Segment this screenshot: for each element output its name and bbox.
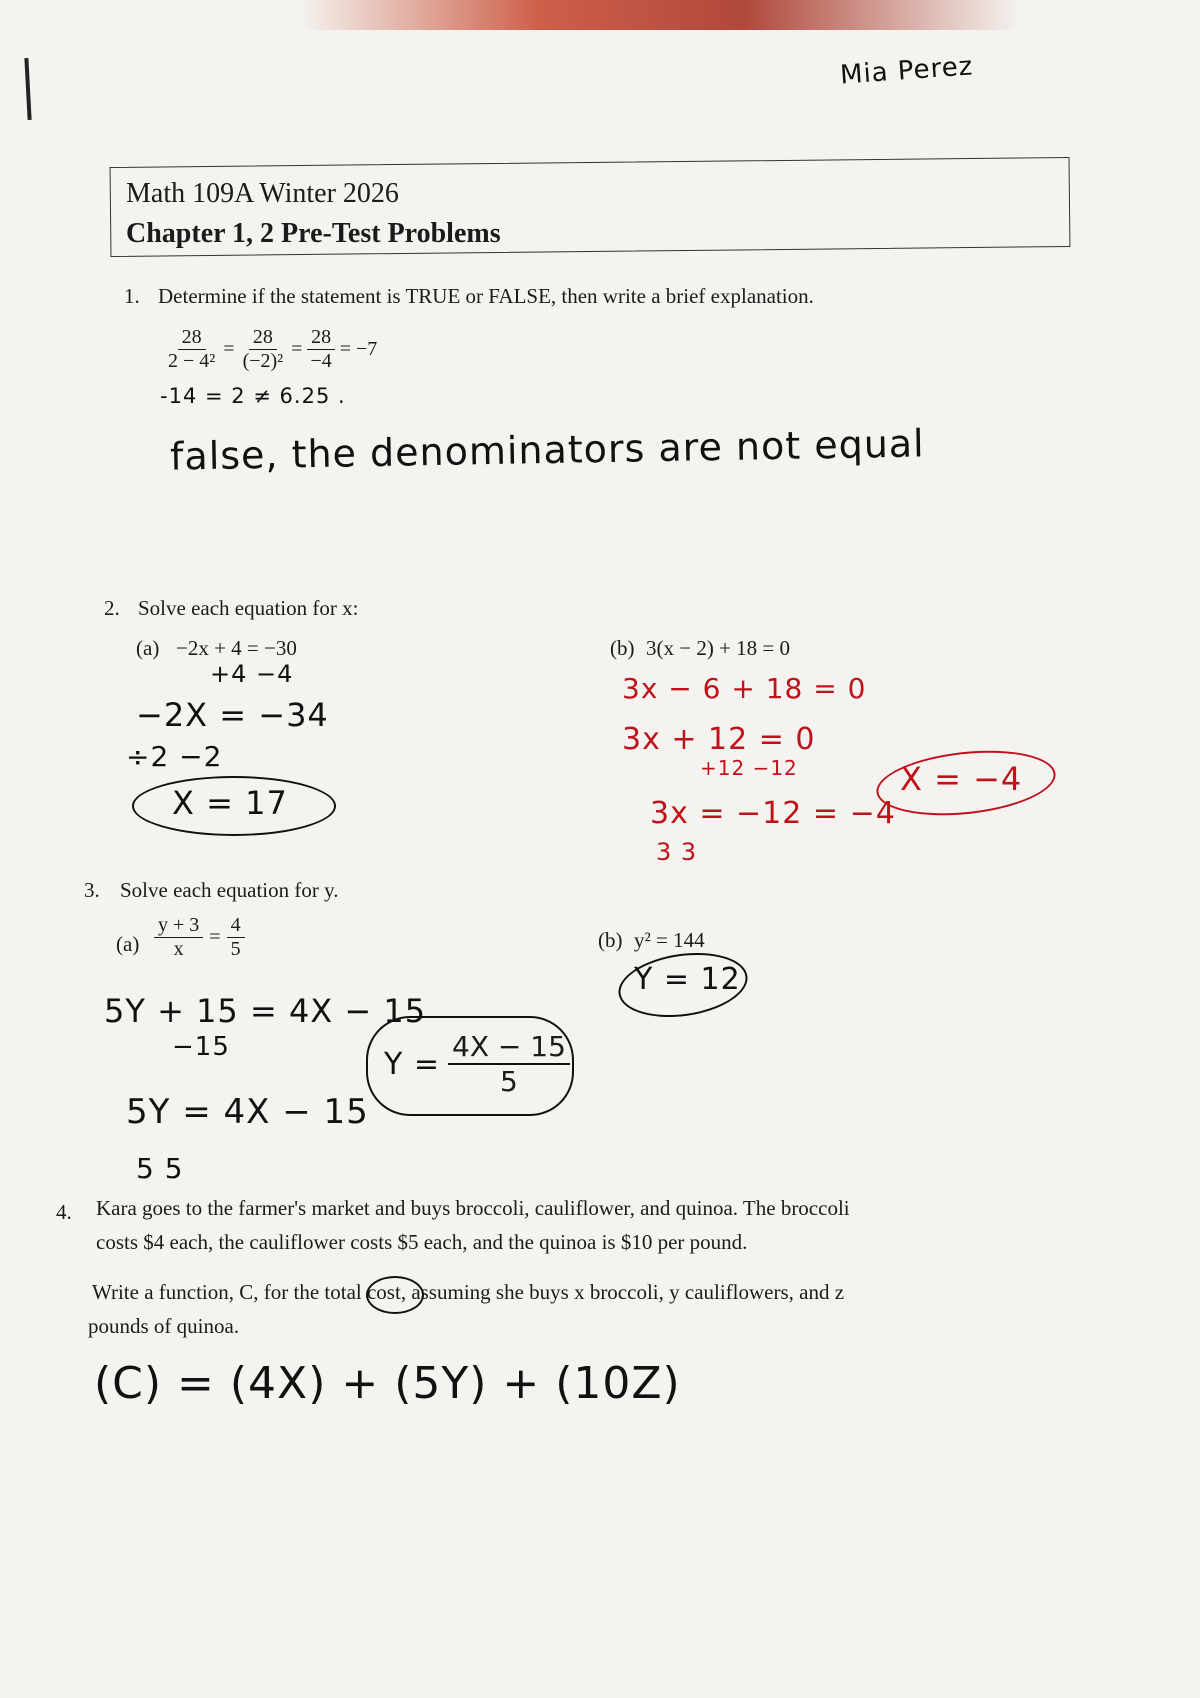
q2a-label: (a) — [136, 636, 160, 660]
q2b-work-3: +12 −12 — [700, 756, 798, 780]
q1-fraction-2: $\frac{28}{\text{(−2)²}}$ — [242, 326, 284, 372]
q4-total-circle — [366, 1276, 424, 1314]
q3a-work-2: −15 — [172, 1032, 230, 1062]
margin-mark — [24, 58, 31, 120]
q1-fraction-1: $\frac{28}{\text{2 − 4²}}$ — [168, 326, 216, 372]
q3-prompt: Solve each equation for y. — [120, 878, 339, 902]
q3b-label: (b) — [598, 928, 623, 952]
q1-answer: false, the denominators are not equal — [169, 421, 926, 479]
scan-top-edge — [0, 0, 1200, 30]
q3a-equation: $\frac{y + 3}{x}$ = $\frac{4}{5}$ — [154, 914, 245, 961]
q2b-work-4: 3x = −12 = −4 — [650, 796, 896, 831]
q4-line-1: Kara goes to the farmer's market and buys broccoli, cauliflower, and quinoa. The broccoli — [96, 1196, 850, 1220]
q2a-work-2: −2X = −34 — [136, 696, 329, 734]
q3a-work-1: 5Y + 15 = 4X − 15 — [104, 992, 427, 1030]
q2b-label: (b) — [610, 636, 635, 660]
q3b-equation: y² = 144 — [634, 928, 705, 952]
q2b-work-5: 3 3 — [656, 838, 698, 866]
q2b-work-2: 3x + 12 = 0 — [622, 722, 816, 757]
q2a-work-3: ÷2 −2 — [126, 740, 223, 773]
q2b-equation: 3(x − 2) + 18 = 0 — [646, 636, 791, 660]
student-name: Mia Perez — [839, 51, 975, 91]
q2b-work-1: 3x − 6 + 18 = 0 — [622, 672, 867, 705]
q3a-answer: Y = $\frac{4X - 15}{5}$ — [384, 1030, 570, 1098]
q1-prompt: Determine if the statement is TRUE or FALSE, then write a brief explanation. — [158, 284, 814, 308]
q2a-answer: X = 17 — [172, 784, 288, 822]
q2b-answer: X = −4 — [900, 760, 1023, 798]
q3a-work-3: 5Y = 4X − 15 — [126, 1092, 369, 1132]
q1-expression: $\frac{28}{\text{2 − 4²}}$ = $\frac{28}{\text{(−2)²}}$ = $\frac{28}{-4}$ = −7 — [164, 326, 377, 373]
q4-answer: (C) = (4X) + (5Y) + (10Z) — [94, 1358, 681, 1409]
q3a-work-4: 5 5 — [136, 1152, 184, 1185]
q3-number: 3. — [84, 878, 100, 902]
test-title: Chapter 1, 2 Pre-Test Problems — [126, 218, 501, 249]
q2-prompt: Solve each equation for x: — [138, 596, 359, 620]
q4-line-4: pounds of quinoa. — [88, 1314, 240, 1338]
q2a-equation: −2x + 4 = −30 — [176, 636, 297, 660]
course-title: Math 109A Winter 2026 — [126, 178, 399, 209]
q3b-answer: Y = 12 — [634, 962, 741, 997]
q1-number: 1. — [124, 284, 140, 308]
q4-number: 4. — [56, 1200, 72, 1224]
q2a-work-1: +4 −4 — [210, 660, 294, 688]
q2-number: 2. — [104, 596, 120, 620]
q4-line-2: costs $4 each, the cauliflower costs $5 each, and the quinoa is $10 per pound. — [96, 1230, 748, 1254]
q4-line-3: Write a function, C, for the total cost, assuming she buys x broccoli, y cauliflowers, and z — [92, 1280, 845, 1304]
q1-work: -14 = 2 ≠ 6.25 . — [160, 384, 346, 408]
q3a-label: (a) — [116, 932, 140, 956]
q1-fraction-3: $\frac{28}{-4}$ — [306, 326, 335, 373]
